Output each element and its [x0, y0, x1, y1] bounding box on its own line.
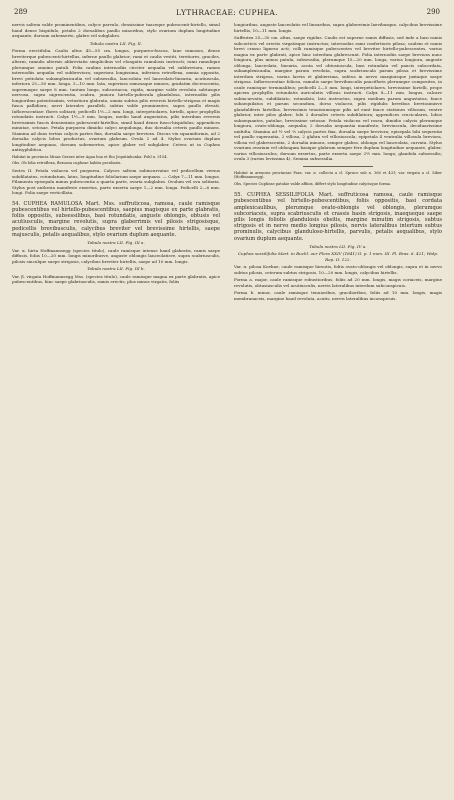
- habitat-note: Habitat in arenosis provinciae Para. var. α. collecta a cl. Spruce sub n. 360 et 431; var. virgata a cl. Siber (Hoffmannsegg).: [234, 170, 442, 180]
- body-paragraph: nervis saltem valde prominentibus, calyce parvulo, densissime tuaceque pubescenti-hirtello, simul hand dense hispidulo, petalis 2 dorsalibus paullo minoribus, stylo ovarium duplum longitudine aequante, dorsum subexserto, glabro vel subglabro.: [12, 22, 220, 38]
- body-paragraph: Forma a. major, caule ramisque robustioribus, foliis ad 20 mm. longis, magis coriaceis, margine revolutis, obtusiusculis vel acutiusculis, nervis lateralibus interdum subconspicuis.: [234, 277, 442, 288]
- species-heading: 54. CUPHEA RAMULOSA Mart. Mss. suffruticosa, ramosa, caule ramisque pubescentibus vel hirtello-pubescentibus, saepius magisque ex parte glabratis, foliis oppositis, subsessilibus, basi rotundatis, anguste oblongis, obtusis vel acutiusculis, margine revolutis, supra glaberrimis vel pilosis strigosisque, pedicellis brevibusculis, calycibus breviter vel brevissime hirtellis, saepe majusculis, petalis aequalibus, stylo ovarium duplum aequante.: [12, 200, 220, 238]
- running-header: [14, 6, 440, 18]
- figure-reference: Tabula nostra LII. Fig. II.: [89, 40, 143, 46]
- body-paragraph: Var. α. hirta Hoffmannsegg (species titulo), caule ramisque intense hand glabratis, ramis saepe diffusis, foliis 10—20 mm. longis minoribusve, anguste oblongis lanceolatisve, supra scabriusculis, pilosis sinculque saepe strigosis, calycibus breviter hirtellis, saepe ad 10 mm. longis.: [12, 247, 220, 264]
- species-heading: 55. CUPHEA SESSILIFOLIA Mart. suffruticosa ramosa, caule ramisque pubescentibus vel hirtello-pubescentibus, foliis oppositis, basi cordata amplexicaulibus, plerumque ovato-oblongis vel oblongis, plerumque subcoriaceis, supra scabriusculis et crassis basin strigosis, inaequeque saepe pilis longis foliolis glandulosis obsitis, margine minutim strigosis, subtus strigosis et in nervo medio longius pilosis, nervis lateralibus intertum subtus prominulis, calycibus glanduloso-hirtellis, parvulis, petalis aequalibus, stylo ovarium duplum aequante.: [234, 192, 442, 242]
- habitat-note: Obs. Species Cupheae patulae valde affinis, differt stylo longitudine calycisque forma.: [234, 182, 392, 187]
- body-paragraph: Suffrutex 25—30 cm. altus, saepe rigidus. Caulis est superne ramis diffusis, sed inde a basi ramis subcorticis vel erectis virgatisque instructus; internodus rami confertioris pilosa; caulem et ramis brevi crasso ligneso acti; colli ramisque pubescentes vel breviter hirtello-pubescentes, varius magna ex parte glabrati, apice hinc interdum glabrescunt. Folia internodiis saepe breviora nunc longiora, plus minus patula, subsessilia, plerumque 15—20 mm. longa, varius longiora, anguste oblonga, lanceolata, linearia, acuta vel obtusiuscula, basi rotundata vel paucis subcordata, subamplexicaulia, margine parum revoluta, supra scabriuscula parum pilosa et brevissime interdum strigosa, varius laevia et glaberrima, subtus in nervo marginisque juxtaque saepe strigosa. Inflorescentiae folioso, ramulis saepe brevibusculis paucifloris plerumque composites, in caule ramisque terminalibus; pedicelli 2—5 mm. longi, interpetiolares, brevissime hirtelli, prope apicem prophyllis rotundatis auriculatis villosis instructi. Calyx 8—11 mm. longus, calcare subincurvatio, subdilatato, rotundato, lato instructus, supra medium parum angustatus, fauce subaequilatus et parum secundum, dorso violaceo, pilis rigidulis brevibus brevissimisve glanduliferis hirtellus, brevissimis tenuissimisque pilis ad eunt fauce stationes villosum, ventre glabrior, inter pilos glaber; lobi 2 dorsales ceteris subdilatiora; appendices cruciculares, lobos subaequantes, patulae, brevissime setosae. Petala violacea vel rosea, dimidio calycis plerumque longiora, ovato-oblonga, aequalia; 2 dorsalia aequantia manifeste, breviuscula, deciduavissime unifulta. Stamina ad ½ vel ⅔ calycis partes fixa, dorsalia saepe breviora; episepala lobi sequentia vel paullo superantia, 2 villosa, 2 glabra vel villosiuscula; epipetala 4 ventralia villosula breviora, villosa vel glabrescentia, 2 dorsalia minora, semper glabra, oblonga vel lanceolata, curvata. Stylus ovarium ovarium vel oblongum basique glabrum semper fere duplum longitudine aequante, glaber, varius villosiusculus, dorsum exsertus, parte exserta saepe 2½ mm. longa; glandula subsessilis; ovula 3 (rarius levissima 4). Semina subsessilia.: [234, 35, 442, 161]
- body-paragraph: Forma erectifolia. Caulis altus 45—55 cm. longus, purpureo-fuscus, lane ramosus, dense breviterque pubescenti-hirtellus, inferne paullo glabrior; rami et caulis vestiti, teretiores, graciles, alterni, ramulis alternis abbreviatis simplicibus vel elongatis ramulosis instructi; rami ramulique plerumque omnino patuli. Folia caulina internodiis circiter aequalia vel subbreviora, ramea internodiis aequalia vel subbreviora; superiora longissima, inferiora retroflexa, omnia opposita, brevi petiolata subamplexicaulia vel subsessilia, lanceolata vel lanceolato-linearia, acutiuscula, inferiora 25—50 mm. longa, 3—10 mm. lata, superiora ramosaque minora, gradatim decrescentia, supremaque saepe 8 mm. tantum longa, subcoriacea, rigida, margine valde revoluta subtusque nervosa, supra nigrescentia, scabra, juniora hirtello-puberula glandulosa, internodiis pilis longioribus patentissimis, vetustiora glabrata, omnia subtus pilis reversis hirtello-strigosa et magis fusca pallidiora; nervi laterales paralleli, subtus valde prominentes, supra paullo elevati. Inflorescentiae: flores solitarii; pedicelli 1½—2 mm. longi, interpetiolares, hirtelli, apice prophyllis rotundatis instructi. Calyx 1½—9 mm. longus, medio haud angustatus, pilis interdum reversis brevissimis fuscis densissimis pubescenti-hirtellus, simul haud dense fusco-hispidulus; appendices minutae, setosae. Petala purpurea dimidio calyci aequilonga, duo dorsalia ceteris paullo minora. Stamina ad duas tertias calycis partes fixa, dorsalia saepe breviora. Discus vix squamiformis, ad 2 dorsalia calycis lobos productus, ovarium glabrum. Ovula 2 ad 4. Stylus ovarium duplum longitudine aequans, dorsum subexsertus, apice glaber vel subglaber. Cetera ut in Cuphea antisyphilitica.: [12, 48, 220, 152]
- left-text-column: [12, 22, 220, 790]
- right-page-number: 290: [426, 8, 440, 16]
- figure-reference: Tabula nostra LII. Fig. III a.: [87, 240, 145, 246]
- body-paragraph: Var. β. virgata Hoffmannsegg Mss. (species titulo), caule ramisque magna ex parte glabratis, apice pubescentibus, hinc saepe glabriusculis, ramis erectis, plus minus virgatis, foliis: [12, 273, 220, 285]
- right-text-column: [234, 22, 442, 790]
- body-paragraph: Forma b. minor, caule ramisque tenuioribus, gracilioribus, foliis ad 10 mm. longis, magis membranaceis, margine haud revoluta, acutis, nervis lateralibus inconspicuis.: [234, 290, 442, 301]
- body-paragraph: Series II. Petala violacea vel purpurea. Calyces saltem subincurvatae vel pedicellum versus subdilatatus, rotundatum, latus, longitudine foliolarium saepe aequans. — Calyx 7—11 mm. longus. Filamenta episepala minus pubescentia a quarta parte, ovaria subglabra. Ovulum vel ova solitaria. Stylus post anthesin manifeste exsertus, parte exserta saepe 1—2 mm. longa. Pedicelli 2—6 mm. longi. Folia saepe verticillata.: [12, 168, 220, 196]
- section-divider: [303, 166, 373, 167]
- running-title: LYTHRACEAE: CUPHEA.: [176, 7, 278, 17]
- body-paragraph: Var. α. pilosa Koehne, caule ramisque hirsutis, foliis ovato-oblongis vel oblongis, supra et in nervo subtus pilosis, ceterum subtus strigosis, 10—20 mm. longis, calycibus hirtellis.: [234, 264, 442, 275]
- figure-reference: Tabula nostra LII. Fig. III b.: [87, 266, 145, 272]
- body-paragraph: longioribus, anguste lanceolatis vel linearibus, supra glaberrimis laevibusque, calycibus brevissime hirtellis, 10—11 mm. longis.: [234, 22, 442, 33]
- figure-reference: Cuphea sessilifolia Mart. in Buchl. our Flora XXIV (1841) II. p. 1 num. III. Fl. Bras. 6. 421; Walp. Rep. II. 122.: [237, 251, 439, 262]
- habitat-note: Habitat in provincia Minas Geraes inter Agua boa et Rio Jequitinhonha: Pohl n. 5154.: [12, 154, 168, 159]
- figure-reference: Tabula nostra LII. Fig. IV a.: [309, 243, 367, 249]
- left-page-number: 289: [14, 8, 28, 16]
- habitat-note: Obs. Ob folia retroflexa, flexuosa cupheae habitu peculiaris.: [12, 161, 122, 166]
